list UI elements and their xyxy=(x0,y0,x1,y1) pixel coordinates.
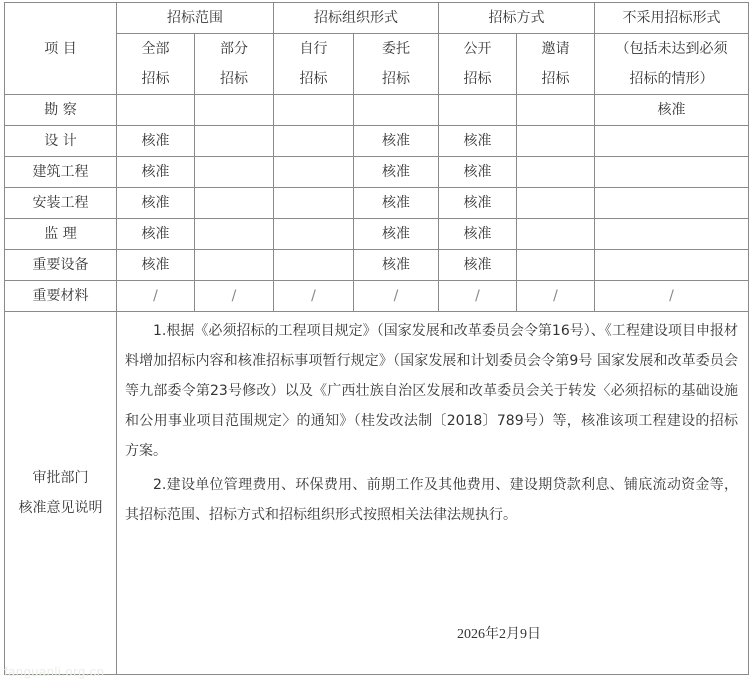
table-cell xyxy=(517,95,595,126)
row-label: 设 计 xyxy=(5,126,117,157)
group-header-no-bid: 不采用招标形式 xyxy=(595,3,749,34)
table-cell xyxy=(195,219,274,250)
group-header-method: 招标方式 xyxy=(439,3,595,34)
table-cell xyxy=(517,250,595,281)
table-row xyxy=(5,95,749,126)
table-cell: 核准 xyxy=(354,219,439,250)
table-row xyxy=(5,126,749,157)
item-header: 项 目 xyxy=(5,3,117,95)
table-cell xyxy=(195,157,274,188)
table-cell xyxy=(274,250,354,281)
group-header-scope: 招标范围 xyxy=(117,3,274,34)
table-cell xyxy=(595,188,749,219)
table-row xyxy=(5,281,749,312)
table-cell xyxy=(439,95,517,126)
table-cell: / xyxy=(354,281,439,312)
table-cell: / xyxy=(195,281,274,312)
table-cell xyxy=(195,126,274,157)
table-row xyxy=(5,219,749,250)
table-cell: 核准 xyxy=(117,219,195,250)
subheader-no-bid-note: （包括未达到必须 招标的情形） xyxy=(595,34,749,95)
table-cell: 核准 xyxy=(439,157,517,188)
table-cell xyxy=(517,126,595,157)
table-row xyxy=(5,157,749,188)
table-cell xyxy=(117,95,195,126)
table-cell: 核准 xyxy=(354,157,439,188)
subheader-open: 公开 招标 xyxy=(439,34,517,95)
table-cell xyxy=(354,95,439,126)
row-label: 安装工程 xyxy=(5,188,117,219)
table-cell: 核准 xyxy=(439,219,517,250)
table-cell: 核准 xyxy=(117,250,195,281)
watermark: fanguanli.org.cn xyxy=(4,664,105,679)
opinion-content xyxy=(117,312,749,675)
table-cell xyxy=(195,95,274,126)
table-cell: 核准 xyxy=(439,250,517,281)
table-cell xyxy=(517,188,595,219)
row-label: 重要设备 xyxy=(5,250,117,281)
table-cell: 核准 xyxy=(117,188,195,219)
table-cell: / xyxy=(117,281,195,312)
table-cell xyxy=(274,126,354,157)
table-cell xyxy=(274,95,354,126)
table-cell: 核准 xyxy=(354,188,439,219)
table-cell xyxy=(517,219,595,250)
table-cell: / xyxy=(274,281,354,312)
subheader-entrusted: 委托 招标 xyxy=(354,34,439,95)
table-cell: 核准 xyxy=(117,126,195,157)
table-cell: / xyxy=(595,281,749,312)
table-cell xyxy=(195,250,274,281)
table-cell: 核准 xyxy=(439,188,517,219)
subheader-self: 自行 招标 xyxy=(274,34,354,95)
table-cell xyxy=(517,157,595,188)
opinion-paragraph: 2.建设单位管理费用、环保费用、前期工作及其他费用、建设期贷款利息、铺底流动资金等，其招标范围、招标方式和招标组织形式按照相关法律法规执行。 xyxy=(125,477,738,523)
opinion-label: 审批部门 核准意见说明 xyxy=(5,312,117,675)
opinion-paragraph: 1.根据《必须招标的工程项目规定》（国家发展和改革委员会令第16号）、《工程建设项目申报材料增加招标内容和核准招标事项暂行规定》（国家发展和计划委员会令第9号 国家发展和改革委员会等九部委令第23号修改）以及《广西壮族自治区发展和改革委员会关于转发〈必须招标的基础设施和公用事业项目范围规定〉的通知》（桂发改法制〔2018〕789号）等，核准该项工程建设的招标方案。 xyxy=(125,323,738,459)
table-cell: / xyxy=(517,281,595,312)
table-cell xyxy=(595,219,749,250)
table-cell: 核准 xyxy=(595,95,749,126)
table-cell xyxy=(274,157,354,188)
row-label: 重要材料 xyxy=(5,281,117,312)
row-label: 监 理 xyxy=(5,219,117,250)
table-cell: 核准 xyxy=(354,126,439,157)
row-label: 勘 察 xyxy=(5,95,117,126)
table-cell xyxy=(195,188,274,219)
table-cell xyxy=(274,219,354,250)
table-cell: / xyxy=(439,281,517,312)
subheader-full: 全部 招标 xyxy=(117,34,195,95)
table-cell xyxy=(595,126,749,157)
table-row xyxy=(5,188,749,219)
table-cell xyxy=(274,188,354,219)
table-cell xyxy=(595,250,749,281)
table-cell: 核准 xyxy=(354,250,439,281)
subheader-invited: 邀请 招标 xyxy=(517,34,595,95)
approval-date: 2026年2月9日 xyxy=(457,627,541,642)
bidding-approval-table xyxy=(4,2,749,675)
table-cell xyxy=(595,157,749,188)
table-row xyxy=(5,250,749,281)
subheader-partial: 部分 招标 xyxy=(195,34,274,95)
group-header-organization: 招标组织形式 xyxy=(274,3,439,34)
row-label: 建筑工程 xyxy=(5,157,117,188)
table-cell: 核准 xyxy=(117,157,195,188)
table-cell: 核准 xyxy=(439,126,517,157)
